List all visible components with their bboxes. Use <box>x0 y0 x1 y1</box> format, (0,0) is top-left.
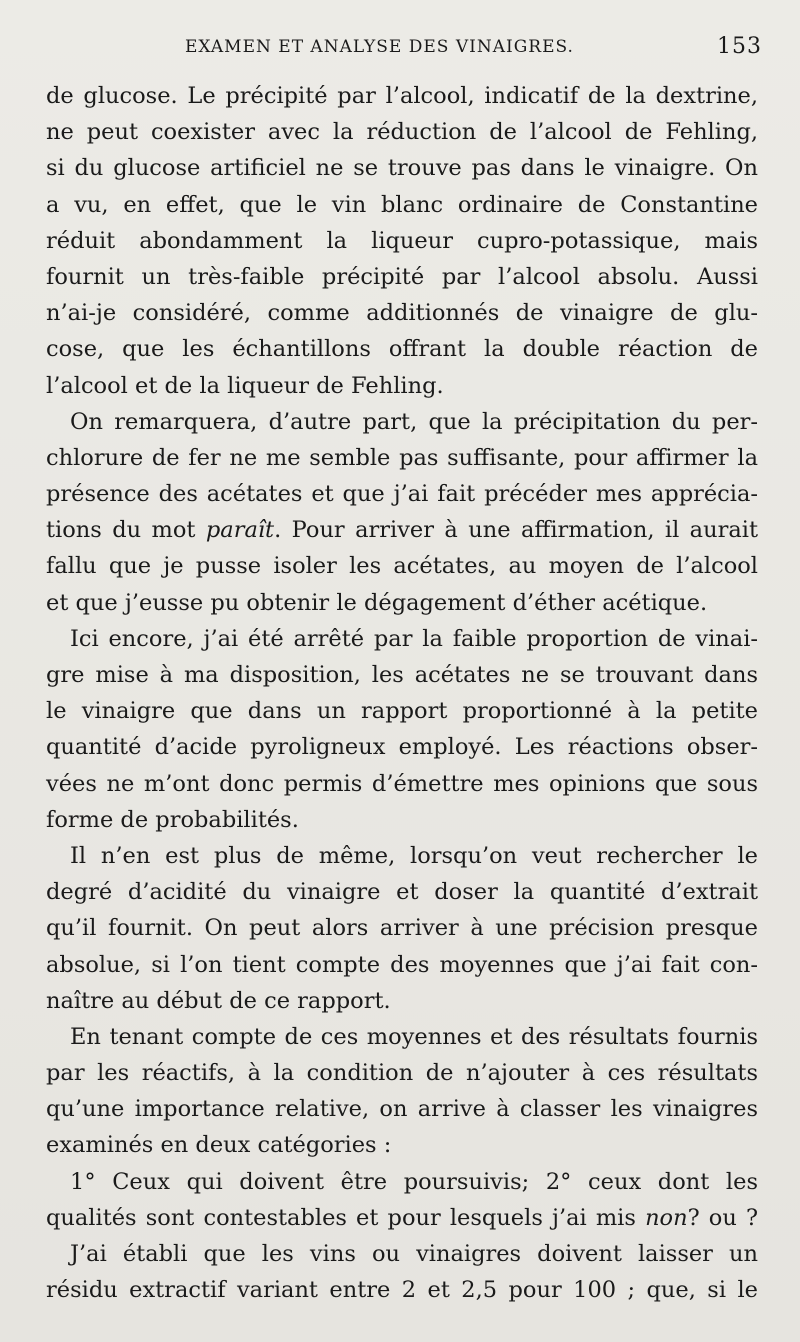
text-line: l’alcool et de la liqueur de Fehling. <box>46 372 444 399</box>
text-line: présence des acétates et que j’ai fait précéder mes apprécia- <box>46 481 758 508</box>
text-line: ne peut coexister avec la réduction de l’alcool de Fehling, <box>46 119 758 146</box>
text-line: si du glucose artificiel ne se trouve pas dans le vinaigre. On <box>46 155 758 182</box>
text-line: quantité d’acide pyroligneux employé. Les réactions obser- <box>46 734 758 761</box>
text-segment: . Pour arriver à une affirmation, il aurait <box>274 517 758 544</box>
text-line: degré d’acidité du vinaigre et doser la quantité d’extrait <box>46 879 758 906</box>
text-line: gre mise à ma disposition, les acétates ne se trouvant dans <box>46 662 758 688</box>
text-segment: qualités sont contestables et pour lesquels j’ai mis <box>46 1204 646 1231</box>
emphasized-word: paraît <box>205 517 275 544</box>
text-line: naître au début de ce rapport. <box>46 987 391 1014</box>
text-line: Il n’en est plus de même, lorsqu’on veut rechercher le <box>70 842 758 869</box>
text-line: chlorure de fer ne me semble pas suffisante, pour affirmer la <box>46 444 758 471</box>
text-line: cose, que les échantillons offrant la double réaction de <box>46 336 758 363</box>
text-line: forme de probabilités. <box>46 806 299 833</box>
text-line: de glucose. Le précipité par l’alcool, indicatif de la dextrine, <box>46 83 758 109</box>
text-line <box>46 1200 758 1236</box>
text-line: par les réactifs, à la condition de n’ajouter à ces résultats <box>46 1060 758 1087</box>
text-segment: ? ou ? <box>687 1204 759 1231</box>
text-line: le vinaigre que dans un rapport proportionné à la petite <box>46 698 758 725</box>
text-line: vées ne m’ont donc permis d’émettre mes opinions que sous <box>46 770 758 797</box>
page-number: 153 <box>717 34 762 59</box>
text-line: Ici encore, j’ai été arrêté par la faible proportion de vinai- <box>70 625 758 652</box>
running-title: EXAMEN ET ANALYSE DES VINAIGRES. <box>185 37 574 57</box>
text-line: a vu, en effet, que le vin blanc ordinaire de Constantine <box>46 191 758 218</box>
text-line: réduit abondamment la liqueur cupro-potassique, mais <box>46 227 758 254</box>
text-line: examinés en deux catégories : <box>46 1132 392 1159</box>
text-line: absolue, si l’on tient compte des moyennes que j’ai fait con- <box>46 951 758 978</box>
text-line: fournit un très-faible précipité par l’alcool absolu. Aussi <box>46 263 758 290</box>
text-line: qu’une importance relative, on arrive à classer les vinaigres <box>46 1096 758 1123</box>
text-line: J’ai établi que les vins ou vinaigres doivent laisser un <box>70 1241 758 1267</box>
text-line: qu’il fournit. On peut alors arriver à une précision presque <box>46 915 758 942</box>
text-line <box>46 512 758 548</box>
text-line: n’ai-je considéré, comme additionnés de vinaigre de glu- <box>46 300 758 327</box>
text-line: fallu que je pusse isoler les acétates, au moyen de l’alcool <box>46 553 758 580</box>
emphasized-word: non <box>645 1204 688 1231</box>
text-line: résidu extractif variant entre 2 et 2,5 pour 100 ; que, si le <box>46 1277 758 1304</box>
text-line: et que j’eusse pu obtenir le dégagement d’éther acétique. <box>46 589 708 616</box>
text-line: On remarquera, d’autre part, que la précipitation du per- <box>70 408 758 435</box>
text-segment: tions du mot <box>46 517 206 544</box>
page-header <box>48 34 762 64</box>
text-line: En tenant compte de ces moyennes et des résultats fournis <box>70 1023 758 1050</box>
text-line: 1° Ceux qui doivent être poursuivis; 2° ceux dont les <box>70 1168 758 1195</box>
body-text <box>46 78 758 1308</box>
